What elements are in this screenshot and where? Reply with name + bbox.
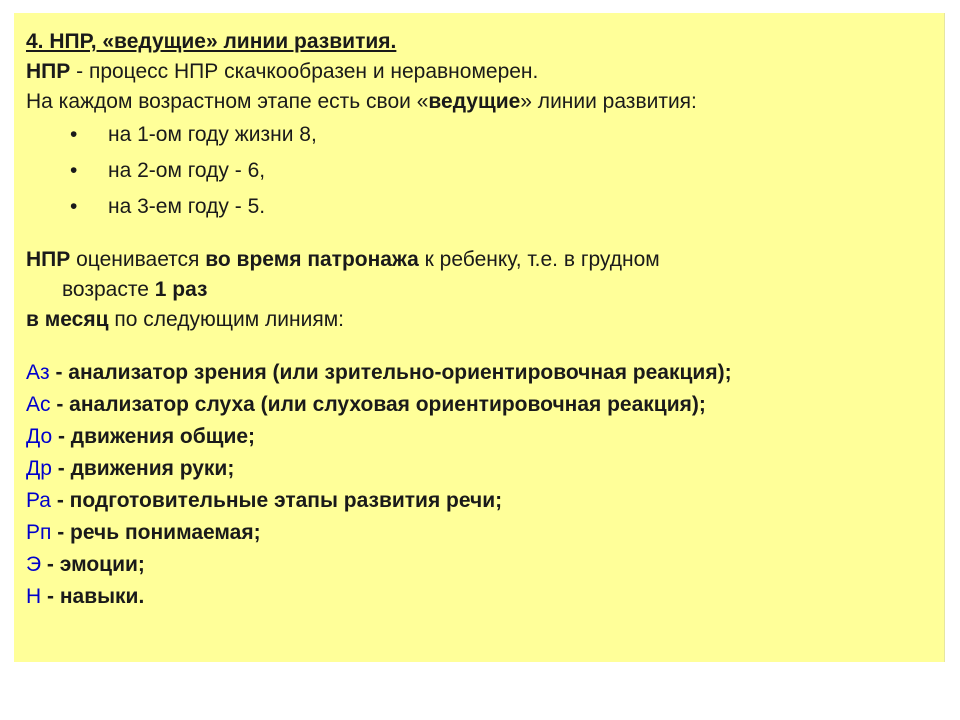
assessment-text: оценивается <box>70 248 206 271</box>
development-line-item <box>26 549 936 581</box>
line-description: - анализатор зрения (или зрительно-ориентировочная реакция); <box>49 361 732 384</box>
development-lines-list <box>26 357 936 613</box>
line-code: До <box>26 425 53 448</box>
line-code: Рп <box>26 521 52 544</box>
line-description: - подготовительные этапы развития речи; <box>51 489 503 512</box>
bullet-icon: • <box>70 159 78 182</box>
assessment-text: возрасте <box>62 278 155 301</box>
assessment-text: по следующим линиям: <box>108 308 344 331</box>
bullet-text: на 2-ом году - 6, <box>108 159 266 182</box>
line-description: - движения общие; <box>52 425 256 448</box>
bullet-item <box>26 153 936 189</box>
assessment-text: к ребенку, т.е. в грудном <box>418 248 660 271</box>
npr-term: НПР <box>26 248 71 271</box>
development-line-item <box>26 421 936 453</box>
intro-line-1-text: - процесс НПР скачкообразен и неравномерен. <box>70 60 539 83</box>
line-description: - речь понимаемая; <box>51 521 261 544</box>
line-description: - навыки. <box>41 585 145 608</box>
development-line-item <box>26 453 936 485</box>
assessment-line-1 <box>26 245 936 275</box>
line-code: Аз <box>26 361 50 384</box>
intro-line-2 <box>26 87 936 117</box>
patronage-term: во время патронажа <box>205 248 419 271</box>
development-line-item <box>26 517 936 549</box>
line-description: - анализатор слуха (или слуховая ориентировочная реакция); <box>50 393 706 416</box>
bullet-text: на 3-ем году - 5. <box>108 195 266 218</box>
bullet-item <box>26 117 936 153</box>
bullet-icon: • <box>70 123 78 146</box>
line-code: Др <box>26 457 52 480</box>
assessment-line-2 <box>26 275 936 305</box>
slide-panel <box>14 13 945 662</box>
line-code: Ас <box>26 393 51 416</box>
intro-line-1 <box>26 57 936 87</box>
line-description: - эмоции; <box>41 553 145 576</box>
intro-line-2-text-a: На каждом возрастном этапе есть свои « <box>26 90 429 113</box>
npr-term: НПР <box>26 60 71 83</box>
development-line-item <box>26 357 936 389</box>
frequency-term: 1 раз <box>154 278 208 301</box>
line-code: Ра <box>26 489 51 512</box>
line-description: - движения руки; <box>51 457 235 480</box>
spacer <box>26 335 936 357</box>
assessment-line-3 <box>26 305 936 335</box>
line-code: Н <box>26 585 42 608</box>
development-line-item <box>26 581 936 613</box>
leading-term: ведущие <box>428 90 521 113</box>
age-bullet-list <box>26 117 936 225</box>
bullet-item <box>26 189 936 225</box>
slide-title: 4. НПР, «ведущие» линии развития. <box>26 30 397 53</box>
spacer <box>26 225 936 245</box>
bullet-text: на 1-ом году жизни 8, <box>108 123 317 146</box>
slide-content <box>26 27 936 613</box>
line-code: Э <box>26 553 42 576</box>
bullet-icon: • <box>70 195 78 218</box>
intro-line-2-text-b: » линии развития: <box>520 90 697 113</box>
development-line-item <box>26 485 936 517</box>
month-term: в месяц <box>26 308 109 331</box>
development-line-item <box>26 389 936 421</box>
